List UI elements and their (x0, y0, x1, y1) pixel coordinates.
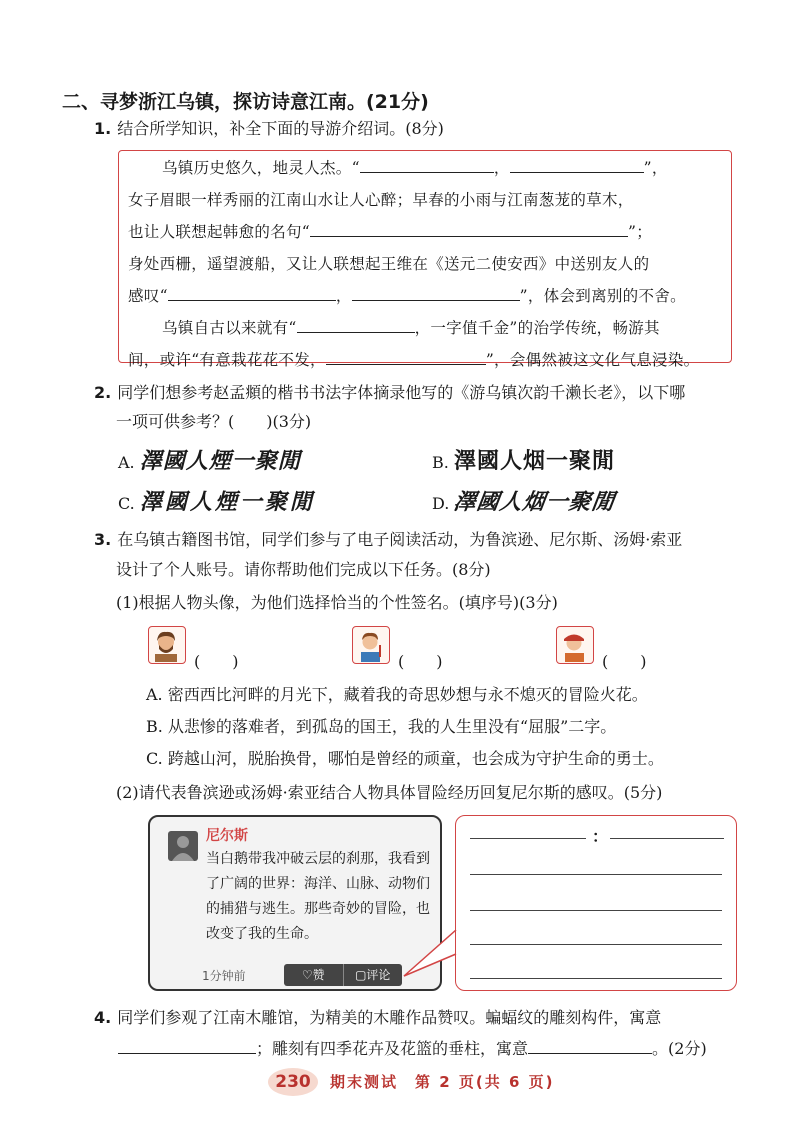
tom-sawyer-avatar (556, 626, 594, 664)
q1-blank-6[interactable] (297, 318, 415, 333)
q3-prompt: 3. 在乌镇古籍图书馆，同学们参与了电子阅读活动，为鲁滨逊、尼尔斯、汤姆·索亚 (94, 530, 683, 549)
post-text: 当白鹅带我冲破云层的刹那，我看到了广阔的世界：海洋、山脉、动物们的捕猎与逃生。那些奇妙的冒险，也改变了我的生命。 (206, 851, 430, 942)
q2-option-d-calligraphy: 澤國人烟一聚閒 (452, 489, 618, 515)
q3-sub1: (1)根据人物头像，为他们选择恰当的个性签名。(填序号)(3分) (116, 593, 558, 612)
q1-blank-4[interactable] (168, 286, 336, 301)
tom-face-icon (557, 627, 592, 662)
q1-text: 结合所学知识，补全下面的导游介绍词。(8分) (117, 119, 444, 138)
social-post-card (148, 815, 442, 991)
reply-name-line[interactable] (470, 838, 586, 839)
reply-line-3[interactable] (470, 944, 722, 945)
q3-answer-paren-3[interactable]: ( ) (602, 652, 647, 671)
reply-colon: ： (592, 827, 609, 846)
q4-prompt: 4. 同学们参观了江南木雕馆，为精美的木雕作品赞叹。蝙蝠纹的雕刻构件，寓意 (94, 1008, 662, 1027)
q1-prompt (94, 114, 444, 144)
reply-pointer (400, 930, 460, 980)
reply-line-0b[interactable] (610, 838, 724, 839)
q4-number: 4. (94, 1008, 112, 1027)
q3-option-a: A. 密西西比河畔的月光下，藏着我的奇思妙想与永不熄灭的冒险火花。 (146, 685, 648, 704)
comment-button[interactable]: ▢评论 (343, 964, 403, 986)
q3-prompt-line2: 设计了个人账号。请你帮助他们完成以下任务。(8分) (116, 560, 491, 579)
post-action-bar (284, 964, 402, 986)
q2-option-c[interactable]: C. 澤國人煙一聚閒 (118, 489, 315, 515)
q3-answer-paren-1[interactable]: ( ) (194, 652, 239, 671)
q4-line2: ；雕刻有四季花卉及花篮的垂柱，寓意 。(2分) (118, 1034, 707, 1064)
like-button[interactable]: ♡赞 (301, 968, 325, 982)
q2-option-a[interactable]: A. 澤國人煙一聚閒 (118, 448, 301, 474)
post-author: 尼尔斯 (206, 828, 248, 844)
q1-blank-7[interactable] (326, 350, 486, 365)
q3-option-b: B. 从悲惨的落难者，到孤岛的国王，我的人生里没有“屈服”二字。 (146, 717, 617, 736)
q2-prompt: 2. 同学们想参考赵孟頫的楷书书法字体摘录他写的《游乌镇次韵千濑长老》，以下哪 (94, 383, 686, 402)
q2-option-a-calligraphy: 澤國人煙一聚閒 (139, 448, 301, 474)
q1-blank-1[interactable] (360, 158, 494, 173)
q1-number: 1. (94, 119, 112, 138)
q4-blank-1[interactable] (118, 1039, 256, 1054)
q3-answer-paren-2[interactable]: ( ) (398, 652, 443, 671)
reply-line-2[interactable] (470, 910, 722, 911)
q1-guide-text: 乌镇历史悠久，地灵人杰。“ ， ”， 女子眉眼一样秀丽的江南山水让人心醉；早春的小雨与江南葱茏的草木， 也让人联想起韩愈的名句“ ”； 身处西栅，遥望渡船，又让人联想起王维在《送元二使安西》中送别友人的 感叹“ ， ”，体会到离别的不舍。 乌镇自古以来就有“ ，一字值千金”的治学传统，畅游其 间，或许“有意栽花花不发， ”，会偶然被这文化气息浸染。 (128, 159, 700, 369)
page-footer-text: 期末测试 第 2 页(共 6 页) (330, 1073, 555, 1091)
post-time: 1分钟前 (202, 969, 246, 983)
robinson-avatar (148, 626, 186, 664)
q1-blank-3[interactable] (310, 222, 628, 237)
q3-number: 3. (94, 530, 112, 549)
q1-blank-5[interactable] (352, 286, 520, 301)
q1-blank-2[interactable] (510, 158, 644, 173)
q2-prompt-line2: 一项可供参考？( )(3分) (116, 412, 312, 431)
robinson-face-icon (149, 627, 184, 662)
q2-number: 2. (94, 383, 112, 402)
q2-option-d[interactable]: D. 澤國人烟一聚閒 (432, 485, 615, 516)
nils-avatar (352, 626, 390, 664)
reply-line-1[interactable] (470, 874, 722, 875)
nils-face-icon (353, 627, 388, 662)
reply-box[interactable] (455, 815, 737, 991)
q2-option-c-calligraphy: 澤國人煙一聚閒 (139, 489, 315, 515)
reply-line-4[interactable] (470, 978, 722, 979)
page-number-badge: 230 (268, 1068, 318, 1096)
q4-blank-2[interactable] (528, 1039, 652, 1054)
q2-option-b-calligraphy: 澤國人烟一聚閒 (453, 448, 615, 474)
q2-option-b[interactable]: B. 澤國人烟一聚閒 (432, 448, 615, 474)
q3-option-c: C. 跨越山河，脱胎换骨，哪怕是曾经的顽童，也会成为守护生命的勇士。 (146, 749, 664, 768)
section-title: 二、寻梦浙江乌镇，探访诗意江南。(21分) (62, 91, 429, 113)
user-silhouette-icon (168, 831, 198, 861)
q3-sub2: (2)请代表鲁滨逊或汤姆·索亚结合人物具体冒险经历回复尼尔斯的感叹。(5分) (116, 783, 663, 802)
